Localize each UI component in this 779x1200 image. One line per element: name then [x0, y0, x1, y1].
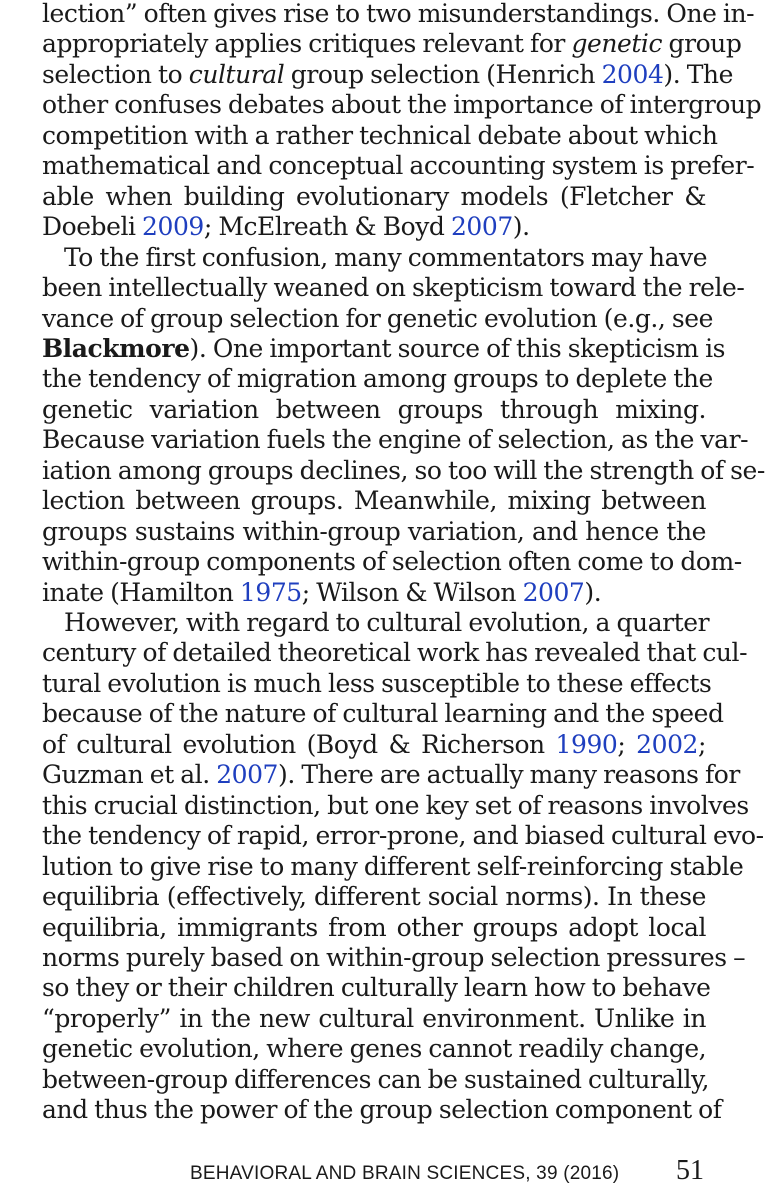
text-line	[42, 395, 706, 425]
italic-text: genetic	[571, 29, 663, 59]
text-segment: because of the nature of cultural learning and the speed	[42, 699, 724, 729]
footer-journal-title: BEHAVIORAL AND BRAIN SCIENCES, 39 (2016)	[190, 1163, 620, 1184]
text-line	[42, 120, 718, 151]
text-line	[42, 1064, 709, 1095]
text-line	[42, 517, 706, 547]
text-segment: this crucial distinction, but one key set of reasons involves	[42, 790, 749, 820]
text-segment: competition with a rather technical debate about which	[42, 120, 718, 150]
text-line	[42, 913, 706, 943]
text-segment: tural evolution is much less susceptible to these effects	[42, 668, 712, 698]
text-segment: lution to give rise to many different self-reinforcing stable	[42, 851, 744, 881]
text-segment: ). One important source of this skepticism is	[189, 333, 725, 363]
citation-link[interactable]: 2007	[522, 577, 585, 607]
text-line	[42, 821, 764, 851]
text-segment: norms purely based on within-group selection pressures –	[42, 942, 746, 972]
text-line	[42, 0, 755, 29]
italic-text: cultural	[188, 59, 285, 89]
text-line	[42, 851, 744, 882]
text-line	[42, 730, 706, 760]
citation-link[interactable]: 2002	[636, 729, 698, 759]
text-segment: so they or their children culturally learn how to behave	[42, 973, 711, 1003]
text-line	[42, 699, 724, 729]
footer-page-number: 51	[676, 1155, 704, 1186]
text-segment: ;	[698, 729, 706, 759]
text-line	[42, 425, 749, 455]
text-segment: group selection (Henrich	[284, 59, 602, 89]
text-segment: iation among groups declines, so too will the strength of se-	[42, 455, 765, 485]
text-line	[42, 243, 706, 273]
citation-link[interactable]: 1990	[555, 729, 618, 759]
text-line	[42, 942, 746, 973]
text-line	[42, 1034, 706, 1064]
text-segment: equilibria (effectively, different social norms). In these	[42, 882, 706, 912]
text-segment: Guzman et al.	[42, 760, 217, 790]
text-segment: ).	[512, 212, 530, 242]
text-line	[42, 790, 749, 821]
text-segment: between-group differences can be sustained culturally,	[42, 1064, 709, 1094]
text-segment: equilibria, immigrants from other groups adopt local	[42, 912, 706, 942]
text-segment: group	[662, 29, 742, 59]
text-line	[42, 90, 762, 120]
citation-link[interactable]: 1975	[239, 577, 302, 607]
text-segment: genetic evolution, where genes cannot readily change,	[42, 1034, 707, 1064]
text-line	[42, 455, 765, 486]
text-line	[42, 29, 742, 59]
text-segment: and thus the power of the group selection component of	[42, 1095, 722, 1125]
text-segment: lection between groups. Meanwhile, mixing between	[42, 486, 706, 516]
text-segment: lection” often gives rise to two misunderstandings. One in-	[42, 0, 755, 28]
text-segment: vance of group selection for genetic evolution (e.g., see	[42, 303, 713, 333]
text-line	[42, 212, 706, 242]
text-segment: genetic variation between groups through mixing.	[42, 394, 706, 424]
text-segment: Doebeli	[42, 212, 143, 242]
text-line	[42, 668, 712, 699]
text-segment: ; Wilson & Wilson	[301, 577, 523, 607]
text-segment: ; McElreath & Boyd	[203, 212, 451, 242]
text-segment: inate (Hamilton	[42, 577, 240, 607]
text-segment: selection to	[42, 59, 189, 89]
text-line	[42, 364, 713, 394]
text-segment: century of detailed theoretical work has revealed that cul-	[42, 638, 748, 668]
text-segment: To the first confusion, many commentators may have	[64, 242, 708, 272]
text-line	[42, 638, 748, 668]
text-segment: ). There are actually many reasons for	[278, 760, 740, 790]
text-segment: However, with regard to cultural evolution, a quarter	[64, 608, 710, 637]
text-line	[42, 182, 706, 212]
text-segment: “properly” in the new cultural environment. Unlike in	[42, 1003, 706, 1033]
text-line	[42, 1095, 722, 1125]
text-segment: other confuses debates about the importance of intergroup	[42, 90, 762, 120]
text-line	[42, 303, 713, 334]
text-segment: the tendency of migration among groups to deplete the	[42, 364, 713, 394]
text-segment: of cultural evolution (Boyd & Richerson	[42, 729, 556, 759]
text-segment: been intellectually weaned on skepticism toward the rele-	[42, 273, 745, 303]
text-segment: ). The	[663, 59, 733, 89]
text-line	[42, 151, 755, 181]
text-line	[42, 333, 725, 364]
text-segment: ;	[617, 729, 637, 759]
text-segment: the tendency of rapid, error-prone, and biased cultural evo-	[42, 821, 764, 851]
citation-link[interactable]: 2007	[450, 212, 513, 242]
citation-link[interactable]: 2004	[601, 59, 664, 89]
text-line	[42, 882, 706, 912]
text-line	[42, 760, 740, 790]
text-line	[42, 578, 706, 608]
text-line	[42, 273, 745, 303]
text-line	[42, 973, 711, 1003]
text-line	[42, 547, 742, 577]
text-segment: groups sustains within-group variation, and hence the	[42, 516, 706, 546]
text-segment: ).	[584, 577, 602, 607]
text-segment: appropriately applies critiques relevant for	[42, 29, 572, 59]
text-line	[42, 486, 706, 516]
text-segment: able when building evolutionary models (Fletcher &	[42, 181, 706, 211]
citation-link[interactable]: 2009	[142, 212, 204, 242]
text-segment: mathematical and conceptual accounting system is prefer-	[42, 151, 755, 181]
text-line	[42, 59, 733, 90]
text-segment: within-group components of selection often come to dom-	[42, 547, 742, 577]
citation-link[interactable]: 2007	[216, 760, 279, 790]
text-line	[42, 608, 710, 638]
bold-reference: Blackmore	[42, 333, 190, 363]
text-segment: Because variation fuels the engine of selection, as the var-	[42, 425, 749, 455]
text-line	[42, 1004, 706, 1034]
